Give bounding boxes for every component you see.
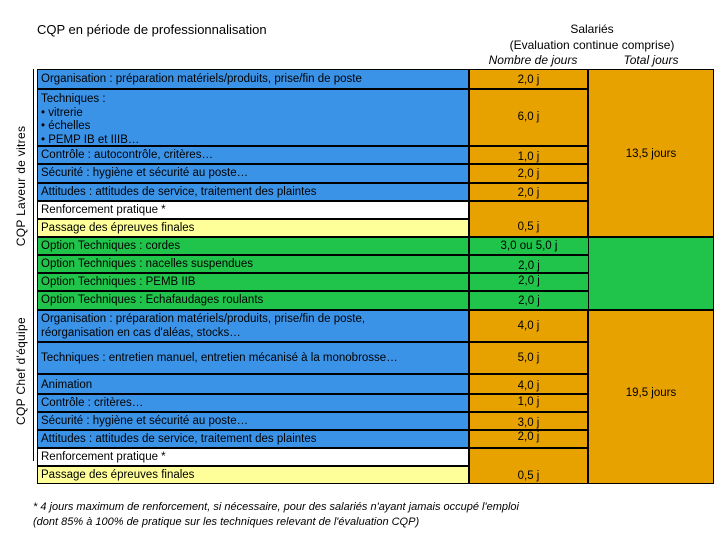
days-laveur-organisation: 2,0 j (469, 69, 588, 89)
footnote (33, 500, 519, 530)
row-chef-organisation (37, 310, 469, 342)
row-label: Option Techniques : PEMB IIB (41, 276, 196, 288)
days-laveur-securite: 2,0 j (469, 164, 588, 183)
days-chef-securite: 3,0 j (469, 412, 588, 430)
row-label: Option Techniques : Echafaudages roulants (41, 294, 264, 306)
row-label: Organisation : préparation matériels/produits, prise/fin de poste, (41, 313, 366, 325)
side-label-laveur: CQP Laveur de vitres (14, 125, 28, 247)
side-divider (33, 69, 34, 461)
row-label: Techniques : entretien manuel, entretien mécanisé à la monobrosse… (41, 352, 398, 364)
row-label: Passage des épreuves finales (41, 469, 195, 481)
row-label: Passage des épreuves finales (41, 222, 195, 234)
row-label: Attitudes : attitudes de service, traitement des plaintes (41, 186, 317, 198)
row-chef-techniques (37, 342, 469, 374)
row-chef-animation (37, 374, 469, 394)
row-laveur-attitudes (37, 183, 469, 201)
row-label: Sécurité : hygiène et sécurité au poste… (41, 167, 249, 179)
row-option-nacelles (37, 255, 469, 273)
header-salaries (474, 21, 710, 53)
days-laveur-controle: 1,0 j (469, 146, 588, 164)
row-label: Option Techniques : nacelles suspendues (41, 258, 254, 270)
days-laveur-techniques: 6,0 j (469, 89, 588, 146)
row-label: • PEMP IB et IIIB… (41, 133, 140, 146)
row-label: Techniques : (41, 93, 106, 105)
header-line1: Salariés (570, 22, 614, 36)
days-chef-organisation: 4,0 j (469, 310, 588, 342)
row-label: Sécurité : hygiène et sécurité au poste… (41, 415, 249, 427)
header-nombre-jours: Nombre de jours (488, 53, 578, 67)
header-line2: (Evaluation continue comprise) (509, 38, 675, 52)
row-label: Contrôle : autocontrôle, critères… (41, 149, 213, 161)
options-total-blank (588, 237, 714, 310)
row-label: Option Techniques : cordes (41, 240, 181, 252)
row-laveur-renforcement (37, 201, 469, 219)
row-laveur-securite (37, 164, 469, 183)
days-option-nacelles: 2,0 j (469, 255, 588, 273)
row-option-echafaudages (37, 291, 469, 310)
row-label: Animation (41, 379, 93, 391)
days-chef-renforcement-epreuves: 0,5 j (469, 448, 588, 484)
row-label: Attitudes : attitudes de service, traitement des plaintes (41, 433, 317, 445)
total-chef: 19,5 jours (588, 310, 714, 484)
header-total-jours: Total jours (623, 53, 679, 67)
days-chef-attitudes: 2,0 j (469, 430, 588, 448)
days-option-pemb: 2,0 j (469, 273, 588, 291)
row-label: réorganisation en cas d'aléas, stocks… (41, 327, 241, 339)
row-laveur-organisation (37, 69, 469, 89)
footnote-line2: (dont 85% à 100% de pratique sur les techniques relevant de l'évaluation CQP) (33, 516, 420, 528)
row-option-pemb (37, 273, 469, 291)
row-label: Organisation : préparation matériels/produits, prise/fin de poste (41, 73, 362, 85)
row-chef-epreuves (37, 466, 469, 484)
footnote-line1: * 4 jours maximum de renforcement, si nécessaire, pour des salariés n'ayant jamais occupé l'emploi (33, 501, 519, 513)
days-chef-controle: 1,0 j (469, 394, 588, 412)
days-option-echafaudages: 2,0 j (469, 291, 588, 310)
row-laveur-epreuves (37, 219, 469, 237)
days-option-cordes: 3,0 ou 5,0 j (469, 237, 588, 255)
row-laveur-controle (37, 146, 469, 164)
days-chef-techniques: 5,0 j (469, 342, 588, 374)
row-chef-renforcement (37, 448, 469, 466)
row-option-cordes (37, 237, 469, 255)
row-label: Renforcement pratique * (41, 451, 166, 463)
days-laveur-attitudes: 2,0 j (469, 183, 588, 201)
row-laveur-techniques (37, 89, 469, 146)
row-label: • échelles (41, 120, 91, 132)
page-title: CQP en période de professionnalisation (37, 22, 267, 37)
days-laveur-renforcement-epreuves: 0,5 j (469, 201, 588, 237)
row-chef-controle (37, 394, 469, 412)
row-chef-attitudes (37, 430, 469, 448)
row-chef-securite (37, 412, 469, 430)
side-label-chef: CQP Chef d'équipe (14, 317, 28, 425)
days-chef-animation: 4,0 j (469, 374, 588, 394)
total-laveur: 13,5 jours (588, 69, 714, 237)
row-label: Renforcement pratique * (41, 204, 166, 216)
row-label: Contrôle : critères… (41, 397, 144, 409)
row-label: • vitrerie (41, 106, 83, 119)
